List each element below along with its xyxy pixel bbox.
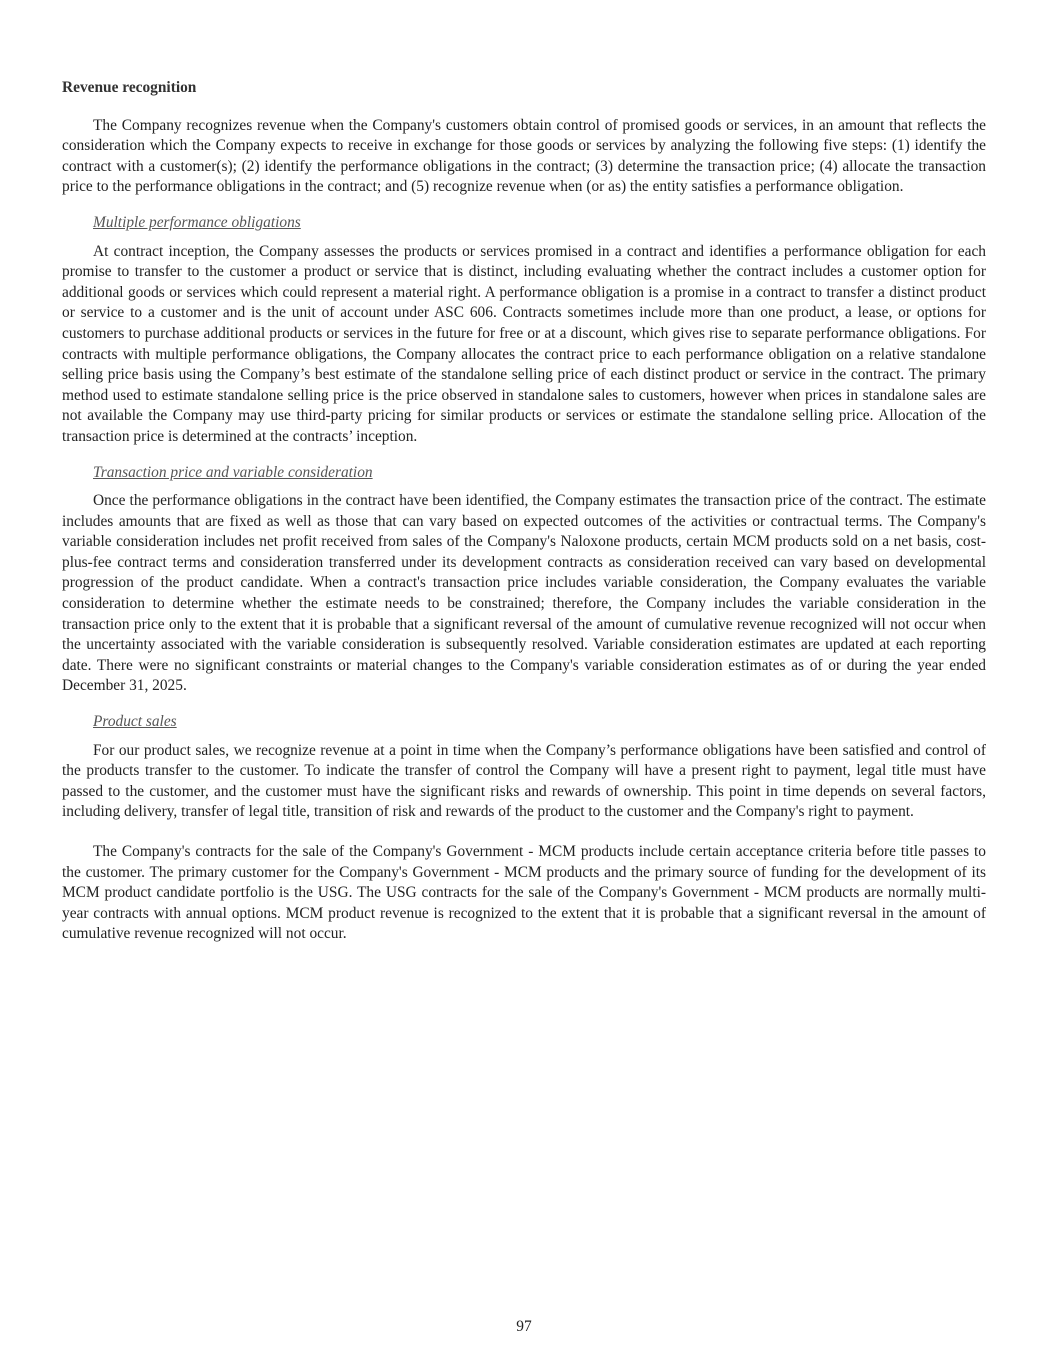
intro-paragraph: The Company recognizes revenue when the Company's customers obtain control of promised goods or services, in an amount that reflects the consideration which the Company expects to receive in exchange for those goods or services by analyzing the following five steps: (1) identify the contract with a customer(s); (2) identify the performance obligations in the contract; (3) determine the transaction price; (4) allocate the transaction price to the performance obligations in the contract; and (5) recognize revenue when (or as) the entity satisfies a performance obligation. [62, 116, 986, 196]
paragraph: The Company's contracts for the sale of the Company's Government - MCM products include certain acceptance criteria before title passes to the customer. The primary customer for the Company's Government - MCM products and the primary source of funding for the development of its MCM product candidate portfolio is the USG. The USG contracts for the sale of the Company's Government - MCM products are normally multi-year contracts with annual options. MCM product revenue is recognized to the extent that it is probable that a significant reversal in the amount of cumulative revenue recognized will not occur. [62, 843, 986, 943]
page-number: 97 [516, 1318, 532, 1335]
subheading-product-sales: Product sales [93, 713, 177, 731]
paragraph: For our product sales, we recognize revenue at a point in time when the Company’s performance obligations have been satisfied and control of the products transfer to the customer. To indicate the transfer of control the Company will have a present right to payment, legal title must have passed to the customer, and the customer must have the significant risks and rewards of ownership. This point in time depends on several factors, including delivery, transfer of legal title, transition of risk and rewards of the product to the customer and the Company's right to payment. [62, 741, 986, 821]
section-title: Revenue recognition [62, 79, 197, 96]
paragraph: At contract inception, the Company assesses the products or services promised in a contract and identifies a performance obligation for each promise to transfer to the customer a product or service that is distinct, including evaluating whether the contract includes a customer option for additional goods or services which could represent a material right. A performance obligation is a promise in a contract to transfer a distinct product or service to a customer and is the unit of account under ASC 606. Contracts sometimes include more than one product, a lease, or options for customers to purchase additional products or services in the future for free or at a discount, which gives rise to separate performance obligations. For contracts with multiple performance obligations, the Company allocates the contract price to each performance obligation on a relative standalone selling price basis using the Company’s best estimate of the standalone selling price of each distinct product or service in the contract. The primary method used to estimate standalone selling price is the price observed in standalone sales to customers, however when prices in standalone sales are not available the Company may use third-party pricing for similar products or services or estimate the standalone selling price. Allocation of the transaction price is determined at the contracts’ inception. [62, 242, 986, 445]
paragraph: Once the performance obligations in the contract have been identified, the Company estimates the transaction price of the contract. The estimate includes amounts that are fixed as well as those that can vary based on expected outcomes of the activities or contractual terms. The Company's variable consideration includes net profit received from sales of the Company's Naloxone products, certain MCM products sold on a net basis, cost-plus-fee contract terms and consideration transferred under its development contracts as consideration received can vary based on developmental progression of the product candidate. When a contract's transaction price includes variable consideration, the Company evaluates the variable consideration to determine whether the estimate needs to be constrained; therefore, the Company includes the variable consideration in the transaction price only to the extent that it is probable that a significant reversal of the amount of cumulative revenue recognized will not occur when the uncertainty associated with the variable consideration is subsequently resolved. Variable consideration estimates are updated at each reporting date. There were no significant constraints or material changes to the Company's variable consideration estimates as of or during the year ended December 31, 2025. [62, 492, 986, 695]
subheading-multiple-performance-obligations: Multiple performance obligations [93, 213, 301, 231]
document-page [62, 78, 986, 960]
subheading-transaction-price: Transaction price and variable consideration [93, 463, 373, 481]
